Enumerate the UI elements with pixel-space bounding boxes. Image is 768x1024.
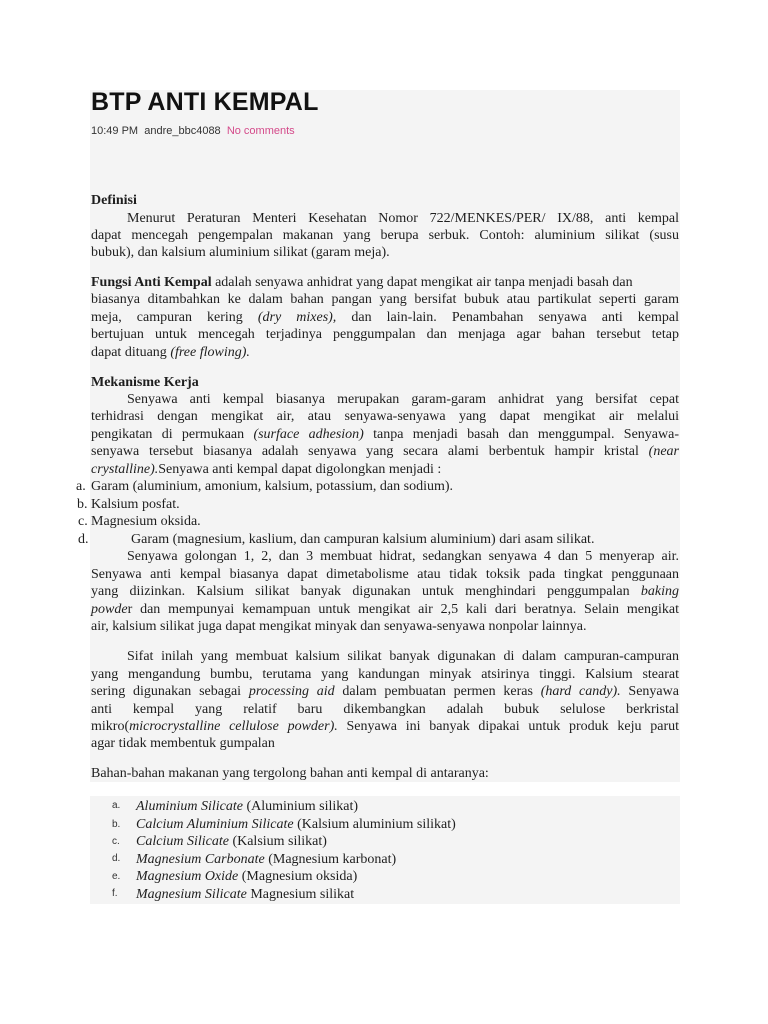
definisi-line-3: bubuk), dan kalsium aluminium silikat (garam meja).: [91, 245, 390, 260]
golongan-item-d: Garam (magnesium, kaslium, dan campuran kalsium aluminium) dari asam silikat.: [131, 532, 595, 547]
bahan-intro: Bahan-bahan makanan yang tergolong bahan anti kempal di antaranya:: [91, 766, 489, 781]
fungsi-line-4: bertujuan untuk mencegah terjadinya penggumpalan dan menjaga agar bahan tersebut tetap: [91, 327, 679, 342]
bahan-marker-e: e.: [112, 871, 121, 882]
golongan-item-c: Magnesium oksida.: [91, 514, 201, 529]
post-title: BTP ANTI KEMPAL: [91, 88, 319, 116]
sifat-line-2: yang mengandung bumbu, terutama yang kandungan minyak atsirinya tinggi. Kalsium stearat: [91, 667, 679, 682]
bahan-item-e: Magnesium Oxide (Magnesium oksida): [136, 869, 358, 884]
mekanisme-line-3: pengikatan di permukaan (surface adhesion) tanpa menjadi basah dan menggumpal. Senyawa-: [91, 427, 679, 442]
golongan-label-b: b.: [77, 497, 88, 512]
mekanisme-line-2: terhidrasi dengan mengikat air, atau senyawa-senyawa yang dapat mengikat air melalui: [91, 409, 679, 424]
golongan-label-a: a.: [76, 479, 86, 494]
definisi-heading: Definisi: [91, 193, 137, 208]
mekanisme-line-4: senyawa tersebut biasanya adalah senyawa yang secara alami berbentuk hampir kristal (near: [91, 444, 679, 459]
fungsi-line-2: biasanya ditambahkan ke dalam bahan pangan yang bersifat bubuk atau partikulat seperti garam: [91, 292, 679, 307]
bahan-item-b: Calcium Aluminium Silicate (Kalsium aluminium silikat): [136, 817, 456, 832]
definisi-line-1: Menurut Peraturan Menteri Kesehatan Nomor 722/MENKES/PER/ IX/88, anti kempal: [127, 211, 679, 226]
golongan-item-b: Kalsium posfat.: [91, 497, 180, 512]
sifat-line-6: agar tidak membentuk gumpalan: [91, 736, 275, 751]
golongan-item-a: Garam (aluminium, amonium, kalsium, potassium, dan sodium).: [91, 479, 454, 494]
comments-link[interactable]: No comments: [226, 125, 295, 137]
golongan-label-d: d.: [78, 532, 89, 547]
bahan-marker-c: c.: [112, 836, 120, 847]
mekanisme-heading: Mekanisme Kerja: [91, 375, 199, 390]
fungsi-line-3: meja, campuran kering (dry mixes), dan lain-lain. Penambahan senyawa anti kempal: [91, 310, 680, 325]
bahan-marker-d: d.: [112, 853, 121, 864]
mekanisme-line-1: Senyawa anti kempal biasanya merupakan garam-garam anhidrat yang bersifat cepat: [127, 392, 679, 407]
bahan-item-d: Magnesium Carbonate (Magnesium karbonat): [136, 852, 397, 867]
sifat-line-3: sering digunakan sebagai processing aid dalam pembuatan permen keras (hard candy). Senyawa: [91, 684, 679, 699]
bahan-item-c: Calcium Silicate (Kalsium silikat): [136, 834, 327, 849]
detail-line-2: Senyawa anti kempal biasanya dapat dimetabolisme atau tidak toksik pada tingkat penggunaan: [91, 567, 679, 582]
fungsi-heading: Fungsi Anti Kempal: [91, 275, 212, 290]
sifat-line-5: mikro(microcrystalline cellulose powder). Senyawa ini banyak dipakai untuk produk keju parut: [91, 719, 679, 734]
post-meta: [91, 125, 295, 137]
bahan-item-a: Aluminium Silicate (Aluminium silikat): [136, 799, 359, 814]
detail-line-4: powder dan mempunyai kemampuan untuk mengikat air 2,5 kali dari beratnya. Selain mengikat: [91, 602, 679, 617]
golongan-label-c: c.: [78, 514, 88, 529]
mekanisme-line-5: crystalline).Senyawa anti kempal dapat digolongkan menjadi :: [91, 462, 442, 477]
sifat-line-4: anti kempal yang relatif baru dikembangkan adalah bubuk selulose berkristal: [91, 702, 679, 717]
bahan-marker-a: a.: [112, 800, 121, 811]
definisi-line-2: dapat mencegah pengempalan makanan yang berupa serbuk. Contoh: aluminium silikat (susu: [91, 228, 679, 243]
post-author[interactable]: andre_bbc4088: [144, 125, 221, 137]
detail-line-3: yang diizinkan. Kalsium silikat banyak digunakan untuk menghindari penggumpalan baking: [91, 584, 679, 599]
post-time: 10:49 PM: [91, 125, 139, 137]
bahan-marker-b: b.: [112, 819, 121, 830]
fungsi-line-1: Fungsi Anti Kempal adalah senyawa anhidrat yang dapat mengikat air tanpa menjadi basah dan: [91, 275, 633, 290]
detail-line-1: Senyawa golongan 1, 2, dan 3 membuat hidrat, sedangkan senyawa 4 dan 5 menyerap air.: [127, 549, 679, 564]
fungsi-line-5: dapat dituang (free flowing).: [91, 345, 250, 360]
bahan-item-f: Magnesium Silicate Magnesium silikat: [136, 887, 355, 902]
detail-line-5: air, kalsium silikat juga dapat mengikat minyak dan senyawa-senyawa nonpolar lainnya.: [91, 619, 587, 634]
sifat-line-1: Sifat inilah yang membuat kalsium silikat banyak digunakan di dalam campuran-campuran: [127, 649, 679, 664]
bahan-marker-f: f.: [112, 888, 118, 899]
